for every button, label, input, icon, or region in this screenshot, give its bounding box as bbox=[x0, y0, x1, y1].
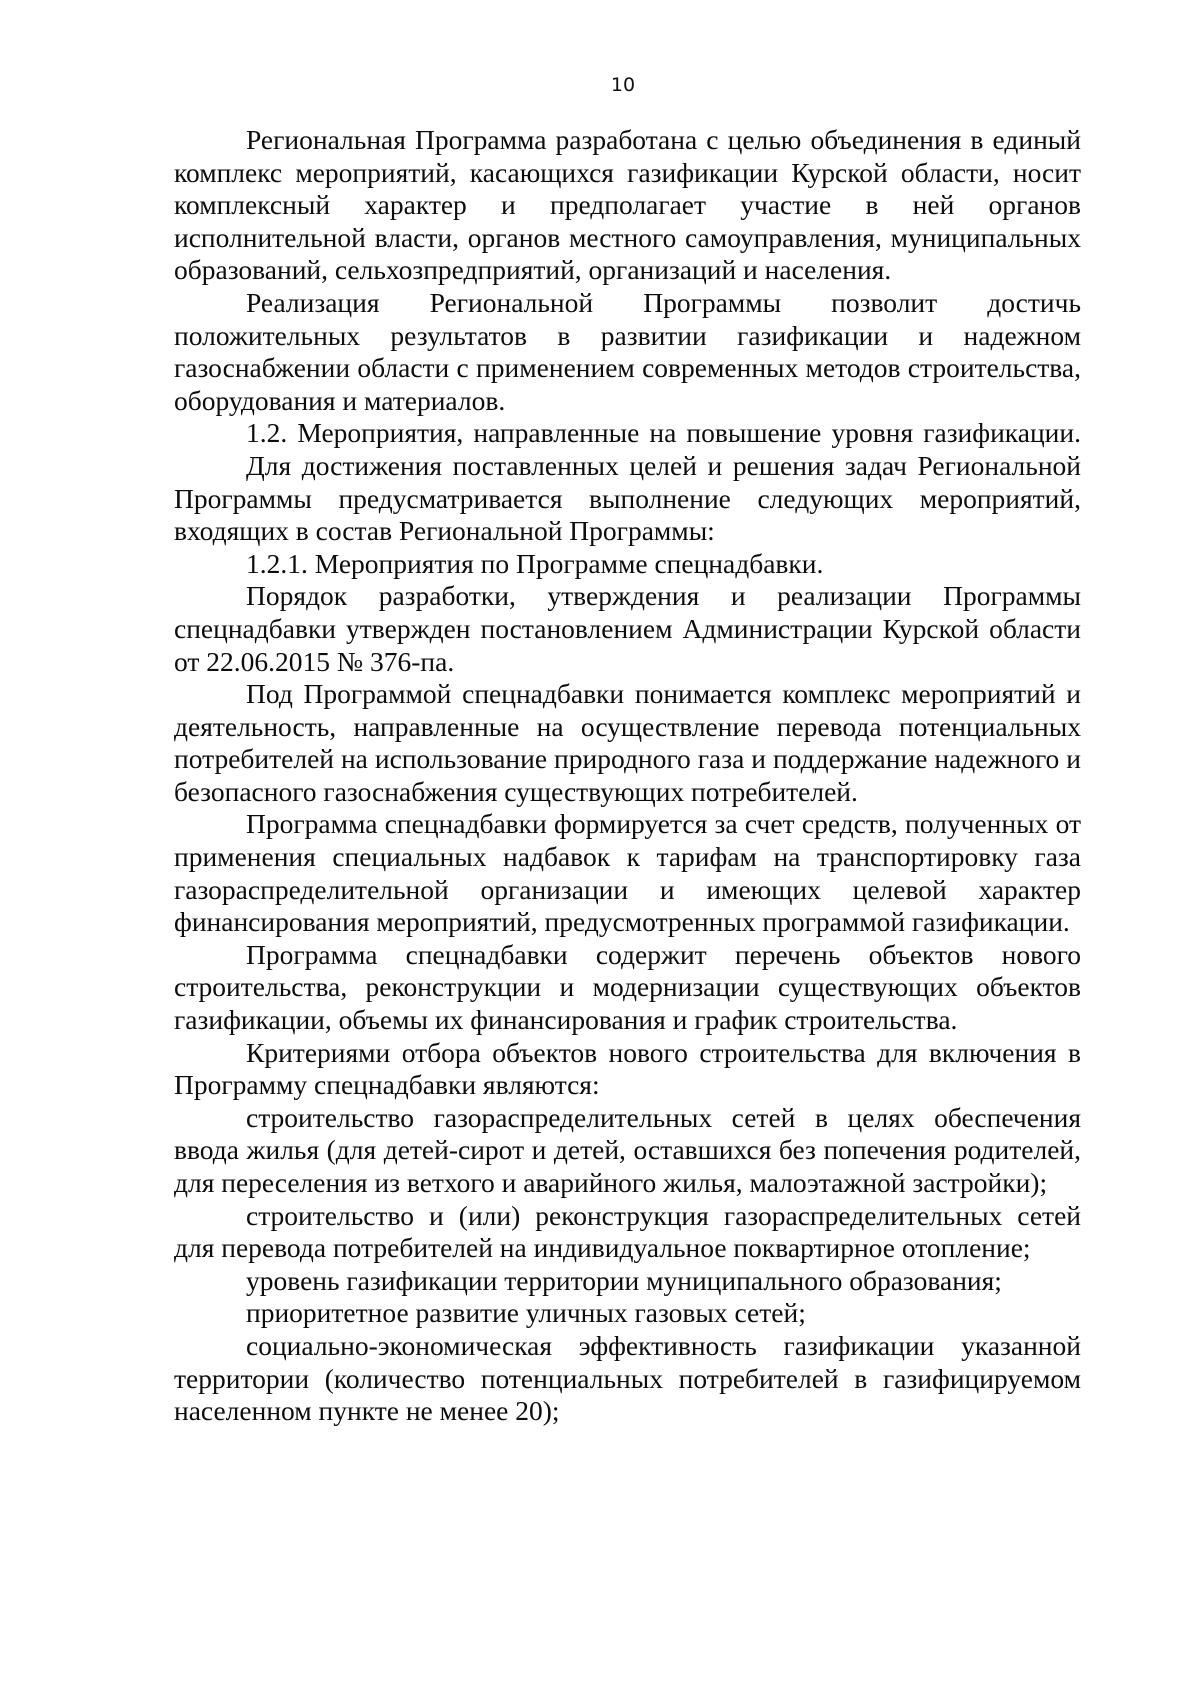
criterion-street-networks: приоритетное развитие уличных газовых сетей; bbox=[246, 1297, 806, 1329]
paragraph-selection-criteria: Критериями отбора объектов нового строительства для включения в Программу спецнадбавки являются: bbox=[174, 1036, 1081, 1101]
criterion-economic-efficiency: социально-экономическая эффективность газификации указанной территории (количество потенциальных потребителей в газифицируемом населенном пункте не менее 20); bbox=[174, 1329, 1081, 1427]
section-heading-1-2-1: 1.2.1. Мероприятия по Программе спецнадбавки. bbox=[246, 547, 824, 579]
paragraph-program-funding: Программа спецнадбавки формируется за счет средств, полученных от применения специальных надбавок к тарифам на транспортировку газа газораспределительной организации и имеющих целевой характер финансирования мероприятий, предусмотренных программой газификации. bbox=[174, 808, 1081, 938]
document-body bbox=[174, 124, 1081, 1428]
criterion-gasification-level: уровень газификации территории муниципального образования; bbox=[246, 1264, 1002, 1296]
paragraph-approval-order: Порядок разработки, утверждения и реализации Программы спецнадбавки утвержден постановлением Администрации Курской области от 22.06.2015 № 376-па. bbox=[174, 580, 1081, 677]
paragraph-program-implementation: Реализация Региональной Программы позволит достичь положительных результатов в развитии газификации и надежном газоснабжении области с применением современных методов строительства, оборудования и материалов. bbox=[174, 286, 1081, 416]
page-number: 10 bbox=[610, 74, 636, 96]
criterion-housing-networks: строительство газораспределительных сетей в целях обеспечения ввода жилья (для детей-сирот и детей, оставшихся без попечения родителей, для переселения из ветхого и аварийного жилья, малоэтажной застройки); bbox=[174, 1101, 1081, 1198]
section-heading-1-2: 1.2. Мероприятия, направленные на повышение уровня газификации. bbox=[246, 417, 1081, 449]
paragraph-program-contents: Программа спецнадбавки содержит перечень объектов нового строительства, реконструкции и модернизации существующих объектов газификации, объемы их финансирования и график строительства. bbox=[174, 938, 1081, 1036]
paragraph-measures-intro: Для достижения поставленных целей и решения задач Региональной Программы предусматривается выполнение следующих мероприятий, входящих в состав Региональной Программы: bbox=[174, 449, 1081, 547]
criterion-individual-heating: строительство и (или) реконструкция газораспределительных сетей для перевода потребителей на индивидуальное поквартирное отопление; bbox=[174, 1199, 1081, 1264]
paragraph-program-purpose: Региональная Программа разработана с целью объединения в единый комплекс мероприятий, касающихся газификации Курской области, носит комплексный характер и предполагает участие в ней органов исполнительной власти, органов местного самоуправления, муниципальных образований, сельхозпредприятий, организаций и населения. bbox=[174, 124, 1081, 286]
paragraph-program-definition: Под Программой спецнадбавки понимается комплекс мероприятий и деятельность, направленные на осуществление перевода потенциальных потребителей на использование природного газа и поддержание надежного и безопасного газоснабжения существующих потребителей. bbox=[174, 678, 1081, 807]
